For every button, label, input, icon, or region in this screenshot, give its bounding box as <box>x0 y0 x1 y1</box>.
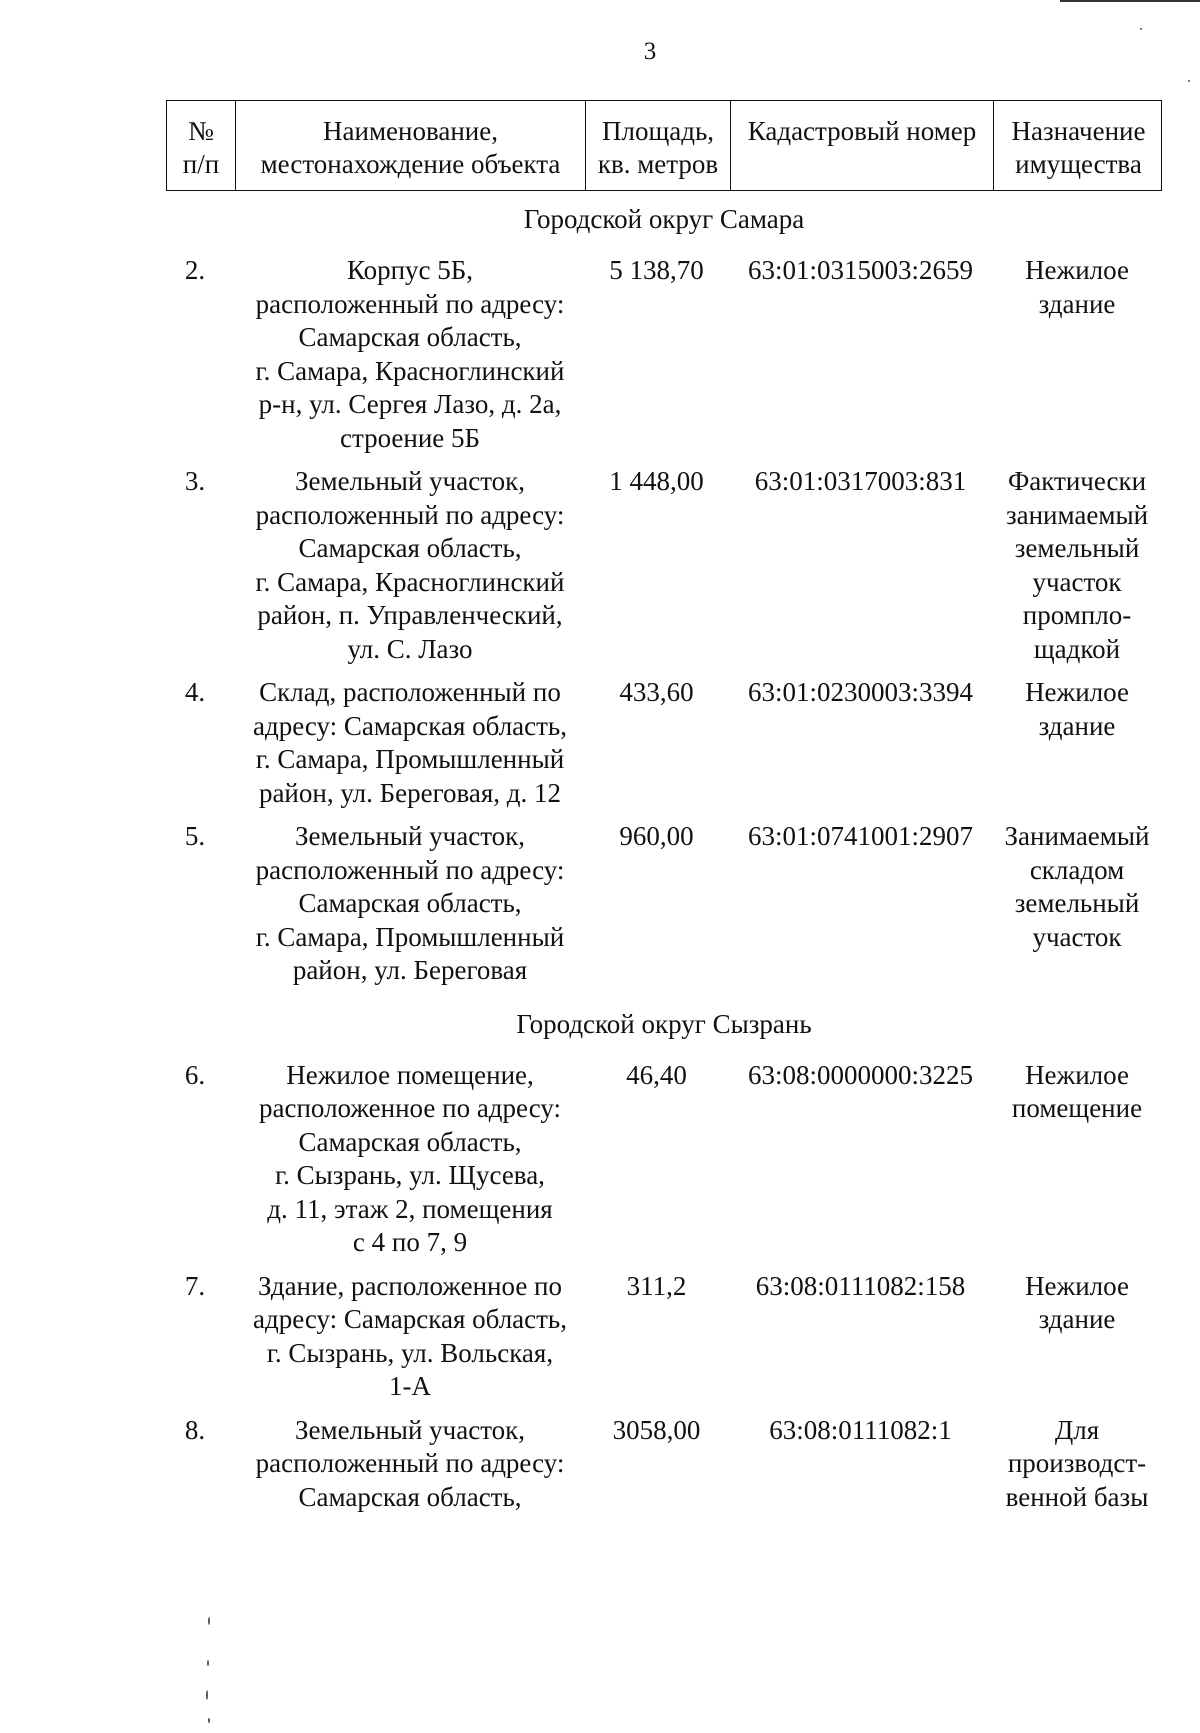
property-purpose: Нежилое здание <box>1025 677 1129 741</box>
scan-speck <box>1188 80 1190 82</box>
row-number: 8. <box>184 1414 206 1445</box>
cadastral-number: 63:01:0315003:2659 <box>747 255 973 285</box>
property-table <box>166 100 1162 1522</box>
header-number: № п/п <box>182 116 220 179</box>
table-row <box>166 820 1162 988</box>
property-purpose: Нежилое здание <box>1025 255 1129 319</box>
section-title: Городской округ Самара <box>523 204 805 234</box>
property-purpose: Нежилое здание <box>1025 1270 1129 1334</box>
scan-speck <box>206 1690 208 1700</box>
table-row <box>166 1270 1162 1404</box>
cadastral-number: 63:08:0000000:3225 <box>747 1059 973 1090</box>
scan-speck <box>208 1617 210 1625</box>
object-area: 1 448,00 <box>609 466 704 496</box>
object-area: 311,2 <box>626 1270 687 1301</box>
table-row <box>166 1059 1162 1260</box>
row-number: 5. <box>184 821 206 851</box>
object-area: 46,40 <box>626 1059 687 1090</box>
object-name: Склад, расположенный по адресу: Самарская область, г. Самара, Промышленный район, ул. Береговая, д. 12 <box>253 677 567 808</box>
property-purpose: Фактически занимаемый земельный участок промпло- щадкой <box>1005 466 1149 664</box>
object-name: Корпус 5Б, расположенный по адресу: Самарская область, г. Самара, Красноглинский р-н, ул. Сергея Лазо, д. 2а, строение 5Б <box>255 255 565 453</box>
object-name: Земельный участок, расположенный по адресу: Самарская область, г. Самара, Красноглинский район, п. Управленческий, ул. С. Лазо <box>255 466 565 664</box>
property-purpose: Нежилое помещение <box>1011 1059 1143 1123</box>
cadastral-number: 63:01:0230003:3394 <box>747 677 973 707</box>
table-row <box>166 465 1162 666</box>
cadastral-number: 63:08:0111082:1 <box>769 1414 952 1445</box>
row-number: 6. <box>184 1059 206 1090</box>
row-number: 7. <box>184 1270 206 1301</box>
object-area: 960,00 <box>619 821 694 851</box>
cadastral-number: 63:01:0741001:2907 <box>747 821 973 851</box>
cadastral-number: 63:01:0317003:831 <box>754 466 967 496</box>
scan-edge-line <box>1060 0 1200 2</box>
object-name: Земельный участок, расположенный по адресу: Самарская область, г. Самара, Промышленный район, ул. Береговая <box>255 821 565 985</box>
scan-speck <box>208 1718 210 1723</box>
page-number: 3 <box>643 38 657 65</box>
header-name-location: Наименование, местонахождение объекта <box>235 101 585 190</box>
header-cadastral-number: Кадастровый номер <box>730 101 993 190</box>
header-purpose: Назначение имущества <box>993 101 1163 190</box>
object-area: 5 138,70 <box>609 255 704 285</box>
header-area: Площадь, кв. метров <box>585 101 730 190</box>
section-title: Городской округ Сызрань <box>516 1008 812 1039</box>
scan-speck <box>207 1660 209 1666</box>
table-header <box>166 100 1162 191</box>
property-purpose: Для производст- венной базы <box>1005 1414 1149 1512</box>
object-area: 433,60 <box>619 677 694 707</box>
table-row <box>166 254 1162 455</box>
cadastral-number: 63:08:0111082:158 <box>755 1270 966 1301</box>
table-row <box>166 676 1162 810</box>
scan-speck <box>1140 28 1142 30</box>
table-row <box>166 1414 1162 1515</box>
row-number: 4. <box>184 677 206 707</box>
row-number: 3. <box>184 466 206 496</box>
property-purpose: Занимаемый складом земельный участок <box>1004 821 1150 952</box>
object-name: Земельный участок, расположенный по адресу: Самарская область, <box>255 1414 565 1512</box>
object-area: 3058,00 <box>612 1414 701 1445</box>
object-name: Нежилое помещение, расположенное по адресу: Самарская область, г. Сызрань, ул. Щусева, д. 11, этаж 2, помещения с 4 по 7, 9 <box>259 1059 561 1257</box>
row-number: 2. <box>184 255 206 285</box>
object-name: Здание, расположенное по адресу: Самарская область, г. Сызрань, ул. Вольская, 1-А <box>253 1270 567 1401</box>
